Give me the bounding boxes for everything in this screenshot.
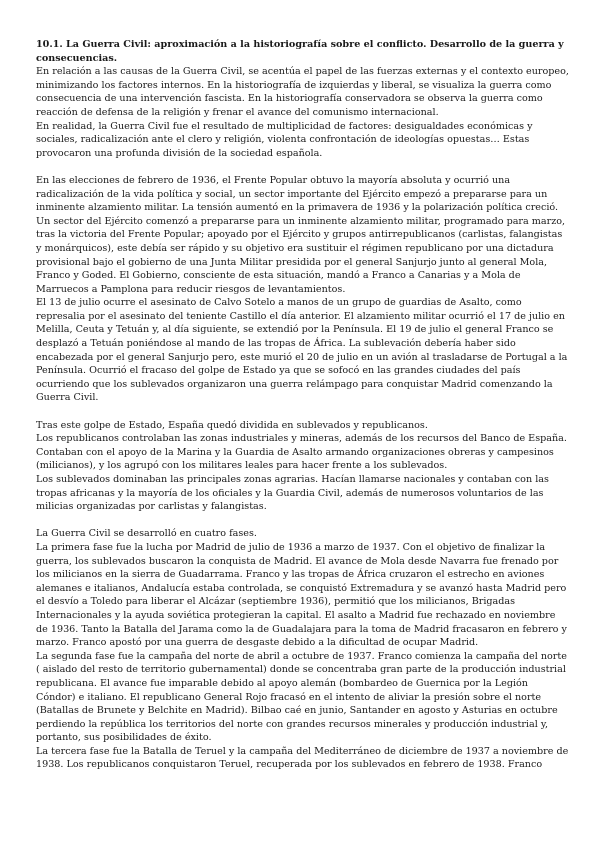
paragraph-historiography: En relación a las causas de la Guerra Civil, se acentúa el papel de las fuerzas externas y el contexto europeo, minimizando los factores internos. En la historiografía de izquierdas y liberal, se visualiza la guerra como consecuencia de una intervención fascista. En la historiografía conservadora se observa la guerra como reacción de defensa de la religión y frenar el avance del comunismo internacional.: [36, 66, 569, 118]
paragraph-phase-one: La primera fase fue la lucha por Madrid de julio de 1936 a marzo de 1937. Con el objetivo de finalizar la guerra, los sublevados buscaron la conquista de Madrid. El avance de Mola desde Navarra fue frenado por los milicianos en la sierra de Guadarrama. Franco y las tropas de África cruzaron el estrecho en aviones alemanes e italianos, Andalucía estaba controlada, se conquistó Extremadura y se avanzó hasta Madrid pero el desvío a Toledo para liberar el Alcázar (septiembre 1936), permitió que los milicianos, Brigadas Internacionales y la ayuda soviética protegieran la capital. El asalto a Madrid fue rechazado en noviembre de 1936. Tanto la Batalla del Jarama como la de Guadalajara para la toma de Madrid fracasaron en febrero y marzo. Franco apostó por una guerra de desgaste debido a la dificultad de ocupar Madrid.: [36, 541, 567, 649]
paragraph-gap: [36, 514, 570, 528]
paragraph-division: Tras este golpe de Estado, España quedó dividida en sublevados y republicanos.: [36, 419, 428, 431]
paragraph-july-uprising: El 13 de julio ocurre el asesinato de Calvo Sotelo a manos de un grupo de guardias de Asalto, como represalia por el asesinato del teniente Castillo el día anterior. El alzamiento militar ocurrió el 17 de julio en Melilla, Ceuta y Tetuán y, al día siguiente, se extendió por la Península. El 19 de julio el general Franco se desplazó a Tetuán poniéndose al mando de las tropas de África. La sublevación debería haber sido encabezada por el general Sanjurjo pero, este murió el 20 de julio en un avión al trasladarse de Portugal a la Península. Ocurrió el fracaso del golpe de Estado ya que se sofocó en las grandes ciudades del país ocurriendo que los sublevados organizaron una guerra relámpago para conquistar Madrid comenzando la Guerra Civil.: [36, 297, 568, 404]
paragraph-gap: [36, 160, 570, 174]
paragraph-phase-two: La segunda fase fue la campaña del norte de abril a octubre de 1937. Franco comienza la campaña del norte ( aislado del resto de territorio gubernamental) donde se concentraba gran parte de la producción industrial republicana. El avance fue imparable debido al apoyo alemán (bombardeo de Guernica por la Legión Cóndor) e italiano. El republicano General Rojo fracasó en el intento de aliviar la presión sobre el norte (Batallas de Brunete y Belchite en Madrid). Bilbao caé en junio, Santander en agosto y Asturias en octubre perdiendo la república los territorios del norte con grandes recursos minerales y producción industrial y, portanto, sus posibilidades de éxito.: [36, 650, 567, 744]
paragraph-republicans: Los republicanos controlaban las zonas industriales y mineras, además de los recursos del Banco de España. Contaban con el apoyo de la Marina y la Guardia de Asalto armando organizaciones obreras y campesinos (milicianos), y los agrupó con los militares leales para hacer frente a los sublevados.: [36, 433, 567, 472]
paragraph-gap: [36, 405, 570, 419]
document-title: 10.1. La Guerra Civil: aproximación a la historiografía sobre el conflicto. Desarrollo de la guerra y consecuencias.: [36, 39, 564, 64]
paragraph-four-phases: La Guerra Civil se desarrolló en cuatro fases.: [36, 528, 257, 540]
paragraph-phase-three: La tercera fase fue la Batalla de Teruel y la campaña del Mediterráneo de diciembre de 1937 a noviembre de 1938. Los republicanos conquistaron Teruel, recuperada por los sublevados en febrero de 1938. Franco: [36, 745, 569, 771]
paragraph-rebels: Los sublevados dominaban las principales zonas agrarias. Hacían llamarse nacionales y contaban con las tropas africanas y la mayoría de los oficiales y la Guardia Civil, además de numerosos voluntarios de las milicias organizadas por carlistas y falangistas.: [36, 474, 549, 513]
paragraph-causes: En realidad, la Guerra Civil fue el resultado de multiplicidad de factores: desigualdades económicas y sociales, radicalización ante el clero y religión, violenta confrontación de ideologías opuestas… Estas provocaron una profunda división de la sociedad española.: [36, 120, 533, 159]
paragraph-elections-1936: En las elecciones de febrero de 1936, el Frente Popular obtuvo la mayoría absoluta y ocurrió una radicalización de la vida política y social, un sector importante del Ejército empezó a prepararse para un inminente alzamiento militar. La tensión aumentó en la primavera de 1936 y la polarización política creció.: [36, 174, 559, 214]
paragraph-army-plot: Un sector del Ejército comenzó a prepararse para un inminente alzamiento militar, programado para marzo, tras la victoria del Frente Popular; apoyado por el Ejército y grupos antirrepublicanos (carlistas, falangistas y monárquicos), este debía ser rápido y su objetivo era sustituir el régimen republicano por una dictadura provisional bajo el gobierno de una Junta Militar presidida por el general Sanjurjo junto al general Mola, Franco y Goded. El Gobierno, consciente de esta situación, mandó a Franco a Canarias y a Mola de Marruecos a Pamplona para reducir riesgos de levantamientos.: [36, 215, 566, 295]
